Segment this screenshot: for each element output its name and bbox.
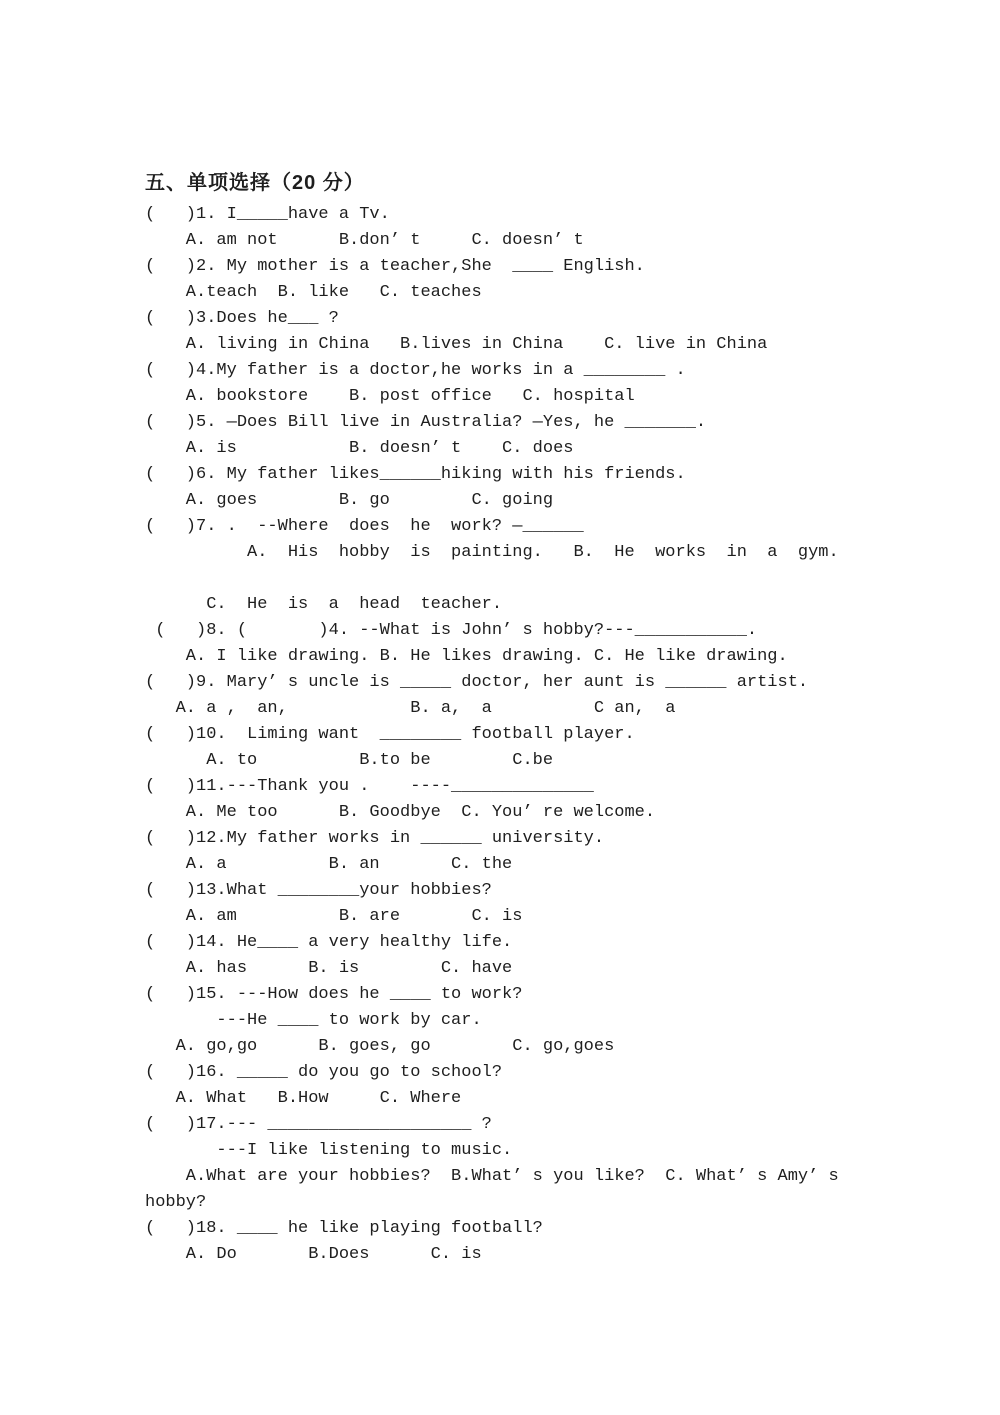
question-10-line: ( )10. Liming want ________ football player. bbox=[145, 725, 635, 744]
question-9-line: ( )9. Mary’ s uncle is _____ doctor, her aunt is ______ artist. bbox=[145, 673, 809, 692]
question-5-line: ( )5. —Does Bill live in Australia? —Yes, he _______. bbox=[145, 413, 707, 432]
question-17-line: ( )17.--- ____________________ ? bbox=[145, 1115, 492, 1134]
question-15-reply-line: ---He ____ to work by car. bbox=[145, 1011, 482, 1030]
question-16-options: A. What B.How C. Where bbox=[145, 1089, 462, 1108]
question-15-line: ( )15. ---How does he ____ to work? bbox=[145, 985, 523, 1004]
question-15-options: A. go,go B. goes, go C. go,goes bbox=[145, 1037, 615, 1056]
question-17-options-wrap: hobby? bbox=[145, 1193, 207, 1212]
question-4-options: A. bookstore B. post office C. hospital bbox=[145, 387, 635, 406]
question-14-line: ( )14. He____ a very healthy life. bbox=[145, 933, 513, 952]
question-6-line: ( )6. My father likes______hiking with his friends. bbox=[145, 465, 686, 484]
question-13-line: ( )13.What ________your hobbies? bbox=[145, 881, 492, 900]
question-13-options: A. am B. are C. is bbox=[145, 907, 523, 926]
question-10-options: A. to B.to be C.be bbox=[145, 751, 554, 770]
question-16-line: ( )16. _____ do you go to school? bbox=[145, 1063, 503, 1082]
question-18-options: A. Do B.Does C. is bbox=[145, 1245, 482, 1264]
question-9-options: A. a , an, B. a, a C an, a bbox=[145, 699, 676, 718]
question-12-options: A. a B. an C. the bbox=[145, 855, 513, 874]
question-14-options: A. has B. is C. have bbox=[145, 959, 513, 978]
question-17-reply-line: ---I like listening to music. bbox=[145, 1141, 513, 1160]
question-3-line: ( )3.Does he___ ? bbox=[145, 309, 339, 328]
question-3-options: A. living in China B.lives in China C. live in China bbox=[145, 335, 768, 354]
question-5-options: A. is B. doesn’ t C. does bbox=[145, 439, 574, 458]
question-17-options: A.What are your hobbies? B.What’ s you like? C. What’ s Amy’ s bbox=[145, 1167, 839, 1186]
question-7-line: ( )7. . --Where does he work? —______ bbox=[145, 517, 584, 536]
question-12-line: ( )12.My father works in ______ university. bbox=[145, 829, 605, 848]
blank-line bbox=[145, 566, 960, 592]
multiple-choice-section bbox=[145, 168, 960, 1268]
question-8-options: A. I like drawing. B. He likes drawing. C. He like drawing. bbox=[145, 647, 788, 666]
question-18-line: ( )18. ____ he like playing football? bbox=[145, 1219, 543, 1238]
question-1-options: A. am not B.don’ t C. doesn’ t bbox=[145, 231, 584, 250]
question-7-option-c: C. He is a head teacher. bbox=[145, 595, 503, 614]
question-2-options: A.teach B. like C. teaches bbox=[145, 283, 482, 302]
question-11-line: ( )11.---Thank you . ----______________ bbox=[145, 777, 594, 796]
question-11-options: A. Me too B. Goodbye C. You’ re welcome. bbox=[145, 803, 656, 822]
question-8-line: ( )8. ( )4. --What is John’ s hobby?---___________. bbox=[145, 621, 758, 640]
question-7-options-ab: A. His hobby is painting. B. He works in a gym. bbox=[145, 543, 839, 562]
question-4-line: ( )4.My father is a doctor,he works in a ________ . bbox=[145, 361, 686, 380]
question-2-line: ( )2. My mother is a teacher,She ____ English. bbox=[145, 257, 645, 276]
section-title: 五、单项选择（20 分） bbox=[145, 172, 365, 194]
question-6-options: A. goes B. go C. going bbox=[145, 491, 554, 510]
question-1-line: ( )1. I_____have a Tv. bbox=[145, 205, 390, 224]
